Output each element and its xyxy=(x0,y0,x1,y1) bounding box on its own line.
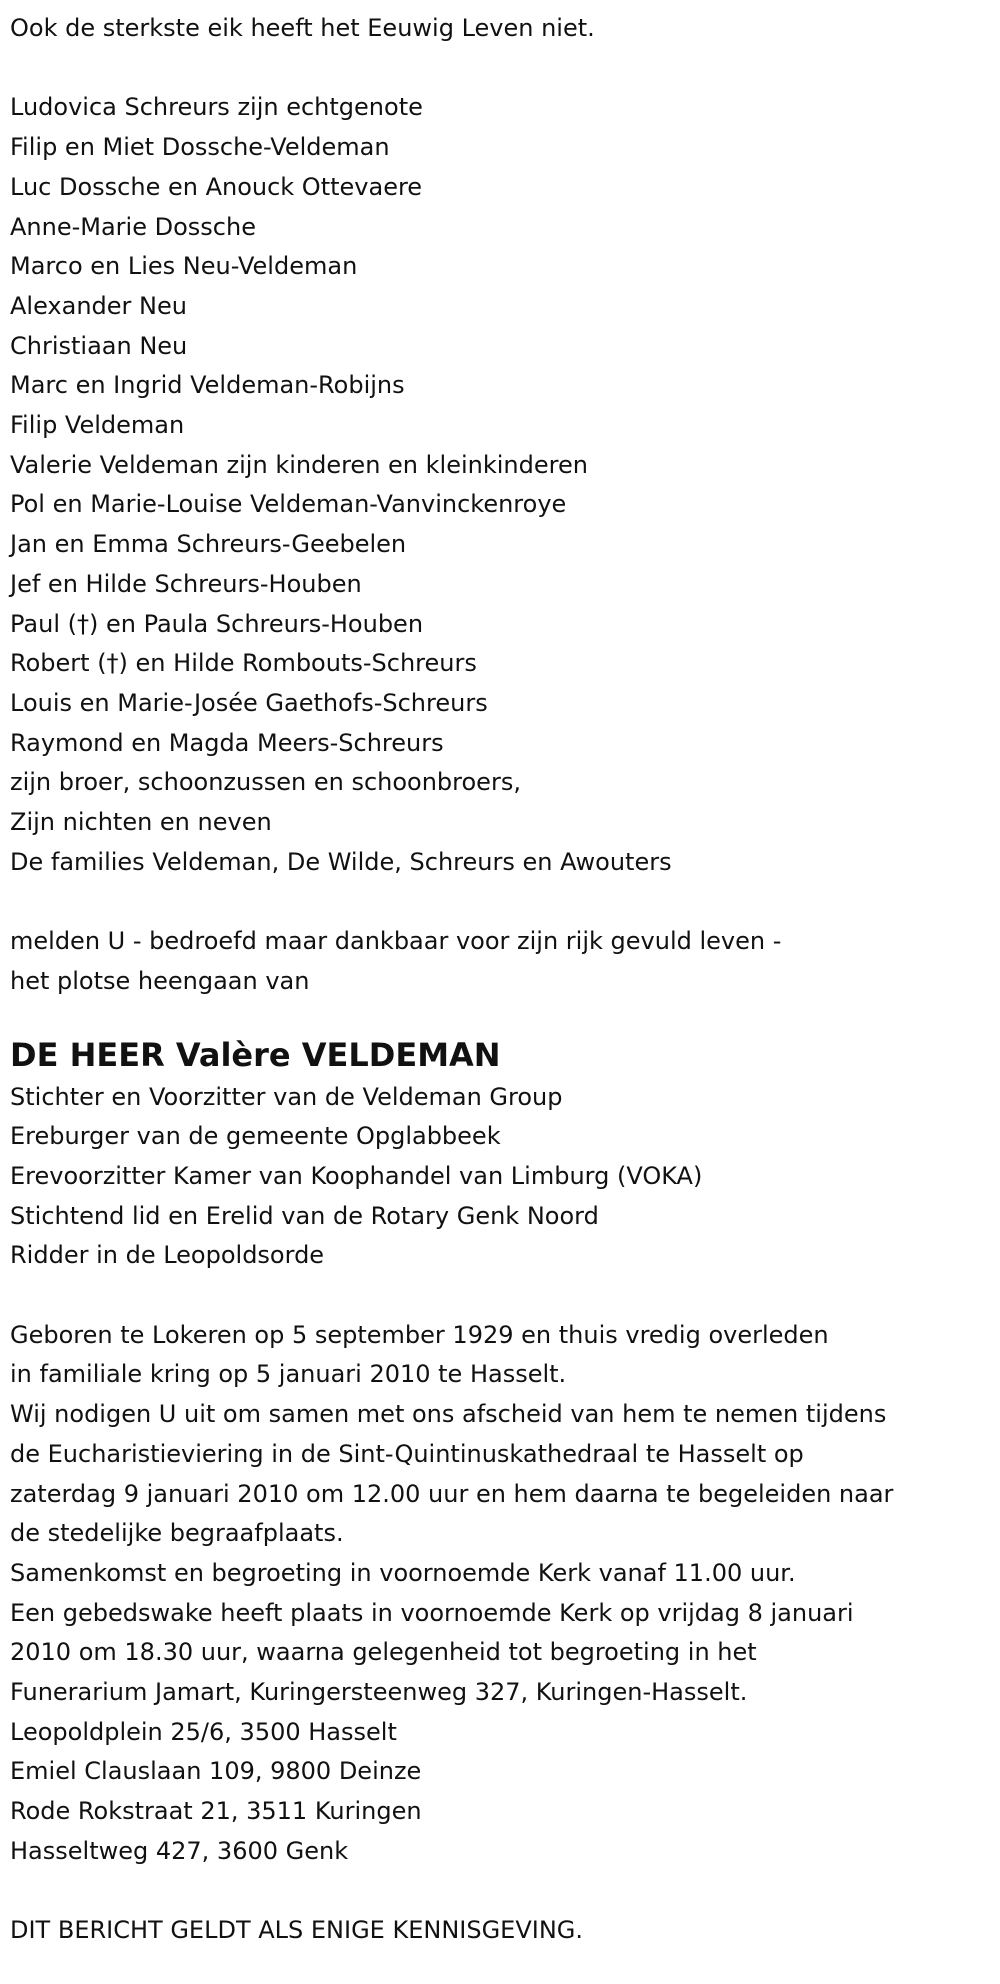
address-line: Leopoldplein 25/6, 3500 Hasselt xyxy=(10,1717,397,1746)
deceased-title: Ridder in de Leopoldsorde xyxy=(10,1241,325,1270)
detail-line: Een gebedswake heeft plaats in voornoemde Kerk op vrijdag 8 januari xyxy=(10,1598,854,1627)
mourner-line: Robert (†) en Hilde Rombouts-Schreurs xyxy=(10,649,477,678)
detail-line: Funerarium Jamart, Kuringersteenweg 327, Kuringen-Hasselt. xyxy=(10,1678,748,1707)
detail-line: in familiale kring op 5 januari 2010 te Hasselt. xyxy=(10,1360,567,1389)
detail-line: de Eucharistieviering in de Sint-Quintinuskathedraal te Hasselt op xyxy=(10,1439,804,1468)
spacer xyxy=(10,882,1000,922)
address-line: Emiel Clauslaan 109, 9800 Deinze xyxy=(10,1757,422,1786)
mourner-line: Marco en Lies Neu-Veldeman xyxy=(10,252,358,281)
mourner-line: Filip Veldeman xyxy=(10,411,185,440)
spacer xyxy=(10,1872,1000,1912)
mourner-line: Luc Dossche en Anouck Ottevaere xyxy=(10,172,423,201)
deceased-title: Stichtend lid en Erelid van de Rotary Genk Noord xyxy=(10,1201,599,1230)
announcement xyxy=(10,922,1000,1001)
spacer xyxy=(10,1002,1000,1032)
mourner-line: Valerie Veldeman zijn kinderen en kleinkinderen xyxy=(10,450,588,479)
opening-line: Ook de sterkste eik heeft het Eeuwig Leven niet. xyxy=(10,14,595,42)
spacer xyxy=(10,49,1000,89)
mourner-line: Ludovica Schreurs zijn echtgenote xyxy=(10,93,423,122)
detail-line: zaterdag 9 januari 2010 om 12.00 uur en hem daarna te begeleiden naar xyxy=(10,1479,894,1508)
mourner-line: zijn broer, schoonzussen en schoonbroers, xyxy=(10,768,521,797)
mourner-line: Alexander Neu xyxy=(10,291,187,320)
mourner-line: Anne-Marie Dossche xyxy=(10,212,256,241)
mourner-line: Zijn nichten en neven xyxy=(10,808,272,837)
detail-line: 2010 om 18.30 uur, waarna gelegenheid tot begroeting in het xyxy=(10,1638,757,1667)
mourner-line: Louis en Marie-Josée Gaethofs-Schreurs xyxy=(10,688,488,717)
mourner-line: Marc en Ingrid Veldeman-Robijns xyxy=(10,371,405,400)
address-line: Rode Rokstraat 21, 3511 Kuringen xyxy=(10,1797,422,1826)
mourner-line: Paul (†) en Paula Schreurs-Houben xyxy=(10,609,424,638)
mourner-line: Filip en Miet Dossche-Veldeman xyxy=(10,133,390,162)
mourner-line: Christiaan Neu xyxy=(10,331,188,360)
detail-line: Samenkomst en begroeting in voornoemde Kerk vanaf 11.00 uur. xyxy=(10,1558,796,1587)
deceased-title: Erevoorzitter Kamer van Koophandel van Limburg (VOKA) xyxy=(10,1161,703,1190)
mourner-line: Jef en Hilde Schreurs-Houben xyxy=(10,569,362,598)
ceremony-details xyxy=(10,1316,1000,1872)
mourner-line: Pol en Marie-Louise Veldeman-Vanvinckenroye xyxy=(10,490,567,519)
mourner-line: De families Veldeman, De Wilde, Schreurs en Awouters xyxy=(10,847,672,876)
mourner-line: Raymond en Magda Meers-Schreurs xyxy=(10,728,444,757)
detail-line: Wij nodigen U uit om samen met ons afscheid van hem te nemen tijdens xyxy=(10,1400,887,1429)
deceased-name: DE HEER Valère VELDEMAN xyxy=(10,1035,501,1074)
announcement-line: het plotse heengaan van xyxy=(10,966,310,995)
deceased-title: Ereburger van de gemeente Opglabbeek xyxy=(10,1122,501,1151)
address-line: Hasseltweg 427, 3600 Genk xyxy=(10,1836,349,1865)
detail-line: Geboren te Lokeren op 5 september 1929 en thuis vredig overleden xyxy=(10,1320,829,1349)
mourners-list xyxy=(10,88,1000,882)
deceased-block xyxy=(10,1032,1000,1277)
mourner-line: Jan en Emma Schreurs-Geebelen xyxy=(10,530,407,559)
announcement-line: melden U - bedroefd maar dankbaar voor zijn rijk gevuld leven - xyxy=(10,927,782,956)
detail-line: de stedelijke begraafplaats. xyxy=(10,1519,344,1548)
spacer xyxy=(10,1276,1000,1316)
deceased-title: Stichter en Voorzitter van de Veldeman Group xyxy=(10,1082,563,1111)
closing-line: DIT BERICHT GELDT ALS ENIGE KENNISGEVING. xyxy=(10,1916,584,1945)
